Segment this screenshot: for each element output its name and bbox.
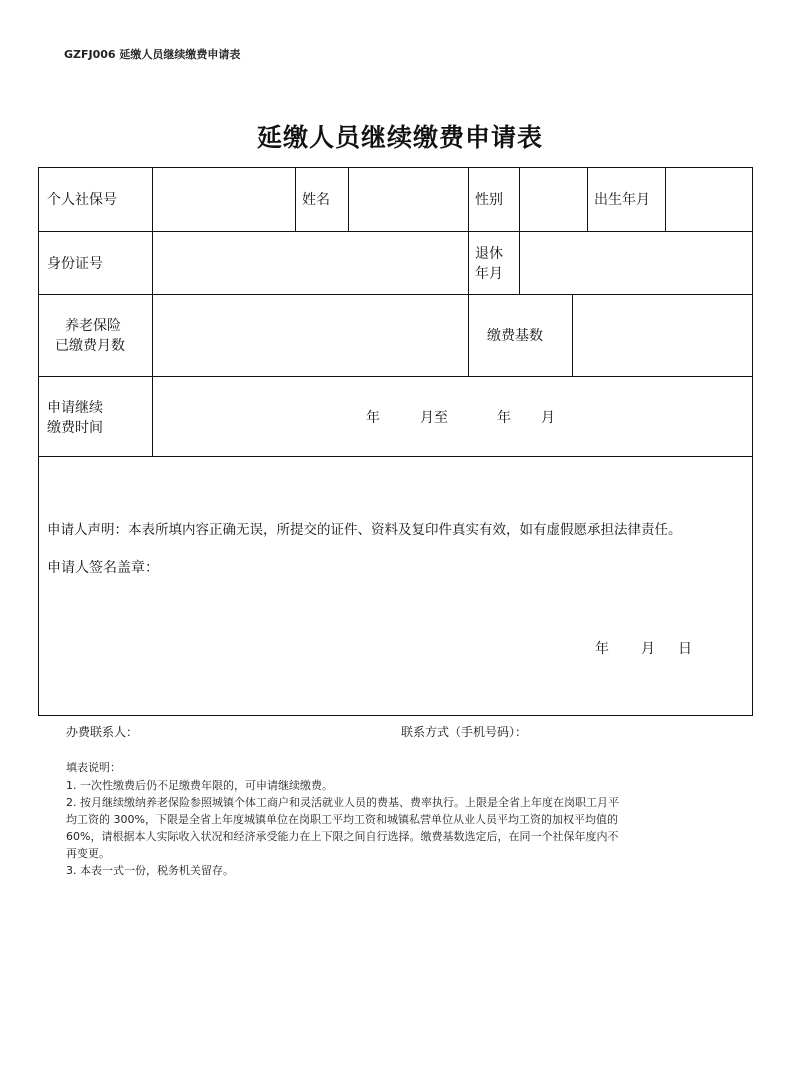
note-2-line-4: 再变更。: [66, 847, 110, 860]
row-divider: [39, 376, 752, 377]
contact-phone-label: 联系方式（手机号码）：: [401, 725, 528, 739]
pension-months-label-1: 养老保险: [65, 318, 121, 334]
column-divider: [665, 168, 666, 231]
contribution-base-label: 缴费基数: [487, 328, 543, 344]
name-label: 姓名: [302, 192, 330, 208]
social-security-no-field[interactable]: [162, 169, 294, 230]
applicant-signature-label: 申请人签名盖章：: [47, 560, 159, 576]
notes-title: 填表说明：: [66, 761, 121, 774]
date-day: 日: [678, 641, 692, 657]
note-2-line-3: 60%，请根据本人实际收入状况和经济承受能力在上下限之间自行选择。缴费基数选定后，在同一个社保年度内不: [66, 830, 619, 843]
gender-field[interactable]: [521, 169, 586, 230]
period-month-to: 月至: [420, 410, 448, 426]
pension-months-label-2: 已缴费月数: [55, 338, 125, 354]
apply-period-label-1: 申请继续: [47, 400, 103, 416]
contact-person-label: 办费联系人：: [66, 725, 139, 739]
id-number-label: 身份证号: [47, 256, 103, 272]
page-title: 延缴人员继续缴费申请表: [256, 123, 543, 152]
name-field[interactable]: [350, 169, 467, 230]
birth-date-label: 出生年月: [594, 192, 650, 208]
column-divider: [348, 168, 349, 231]
column-divider: [468, 168, 469, 376]
apply-period-label-2: 缴费时间: [47, 420, 103, 436]
note-1: 1. 一次性缴费后仍不足缴费年限的，可申请继续缴费。: [66, 779, 333, 792]
applicant-declaration: 申请人声明：本表所填内容正确无误，所提交的证件、资料及复印件真实有效，如有虚假愿承担法律责任。: [47, 522, 682, 538]
contribution-base-field[interactable]: [574, 295, 751, 375]
note-2-line-2: 均工资的 300%，下限是全省上年度城镇单位在岗职工平均工资和城镇私营单位从业人员平均工资的加权平均值的: [66, 813, 618, 826]
social-security-no-label: 个人社保号: [47, 192, 117, 208]
gender-label: 性别: [475, 192, 503, 208]
note-2-line-1: 2. 按月继续缴纳养老保险参照城镇个体工商户和灵活就业人员的费基、费率执行。上限是全省上年度在岗职工月平: [66, 796, 619, 809]
period-year-2: 年: [497, 410, 511, 426]
column-divider: [572, 294, 573, 376]
period-year-1: 年: [366, 410, 380, 426]
date-month: 月: [641, 641, 655, 657]
note-3: 3. 本表一式一份，税务机关留存。: [66, 864, 234, 877]
retire-label-1: 退休: [475, 246, 503, 262]
id-number-field[interactable]: [154, 232, 467, 293]
row-divider: [39, 456, 752, 457]
retire-label-2: 年月: [475, 266, 503, 282]
column-divider: [295, 168, 296, 231]
period-month-2: 月: [541, 410, 555, 426]
column-divider: [519, 168, 520, 294]
date-year: 年: [595, 641, 609, 657]
form-code: GZFJ006 延缴人员继续缴费申请表: [64, 48, 241, 61]
retire-date-field[interactable]: [521, 232, 751, 293]
birth-date-field[interactable]: [667, 169, 751, 230]
column-divider: [587, 168, 588, 231]
pension-months-field[interactable]: [154, 295, 467, 375]
application-form-table: [38, 167, 753, 716]
column-divider: [152, 168, 153, 456]
